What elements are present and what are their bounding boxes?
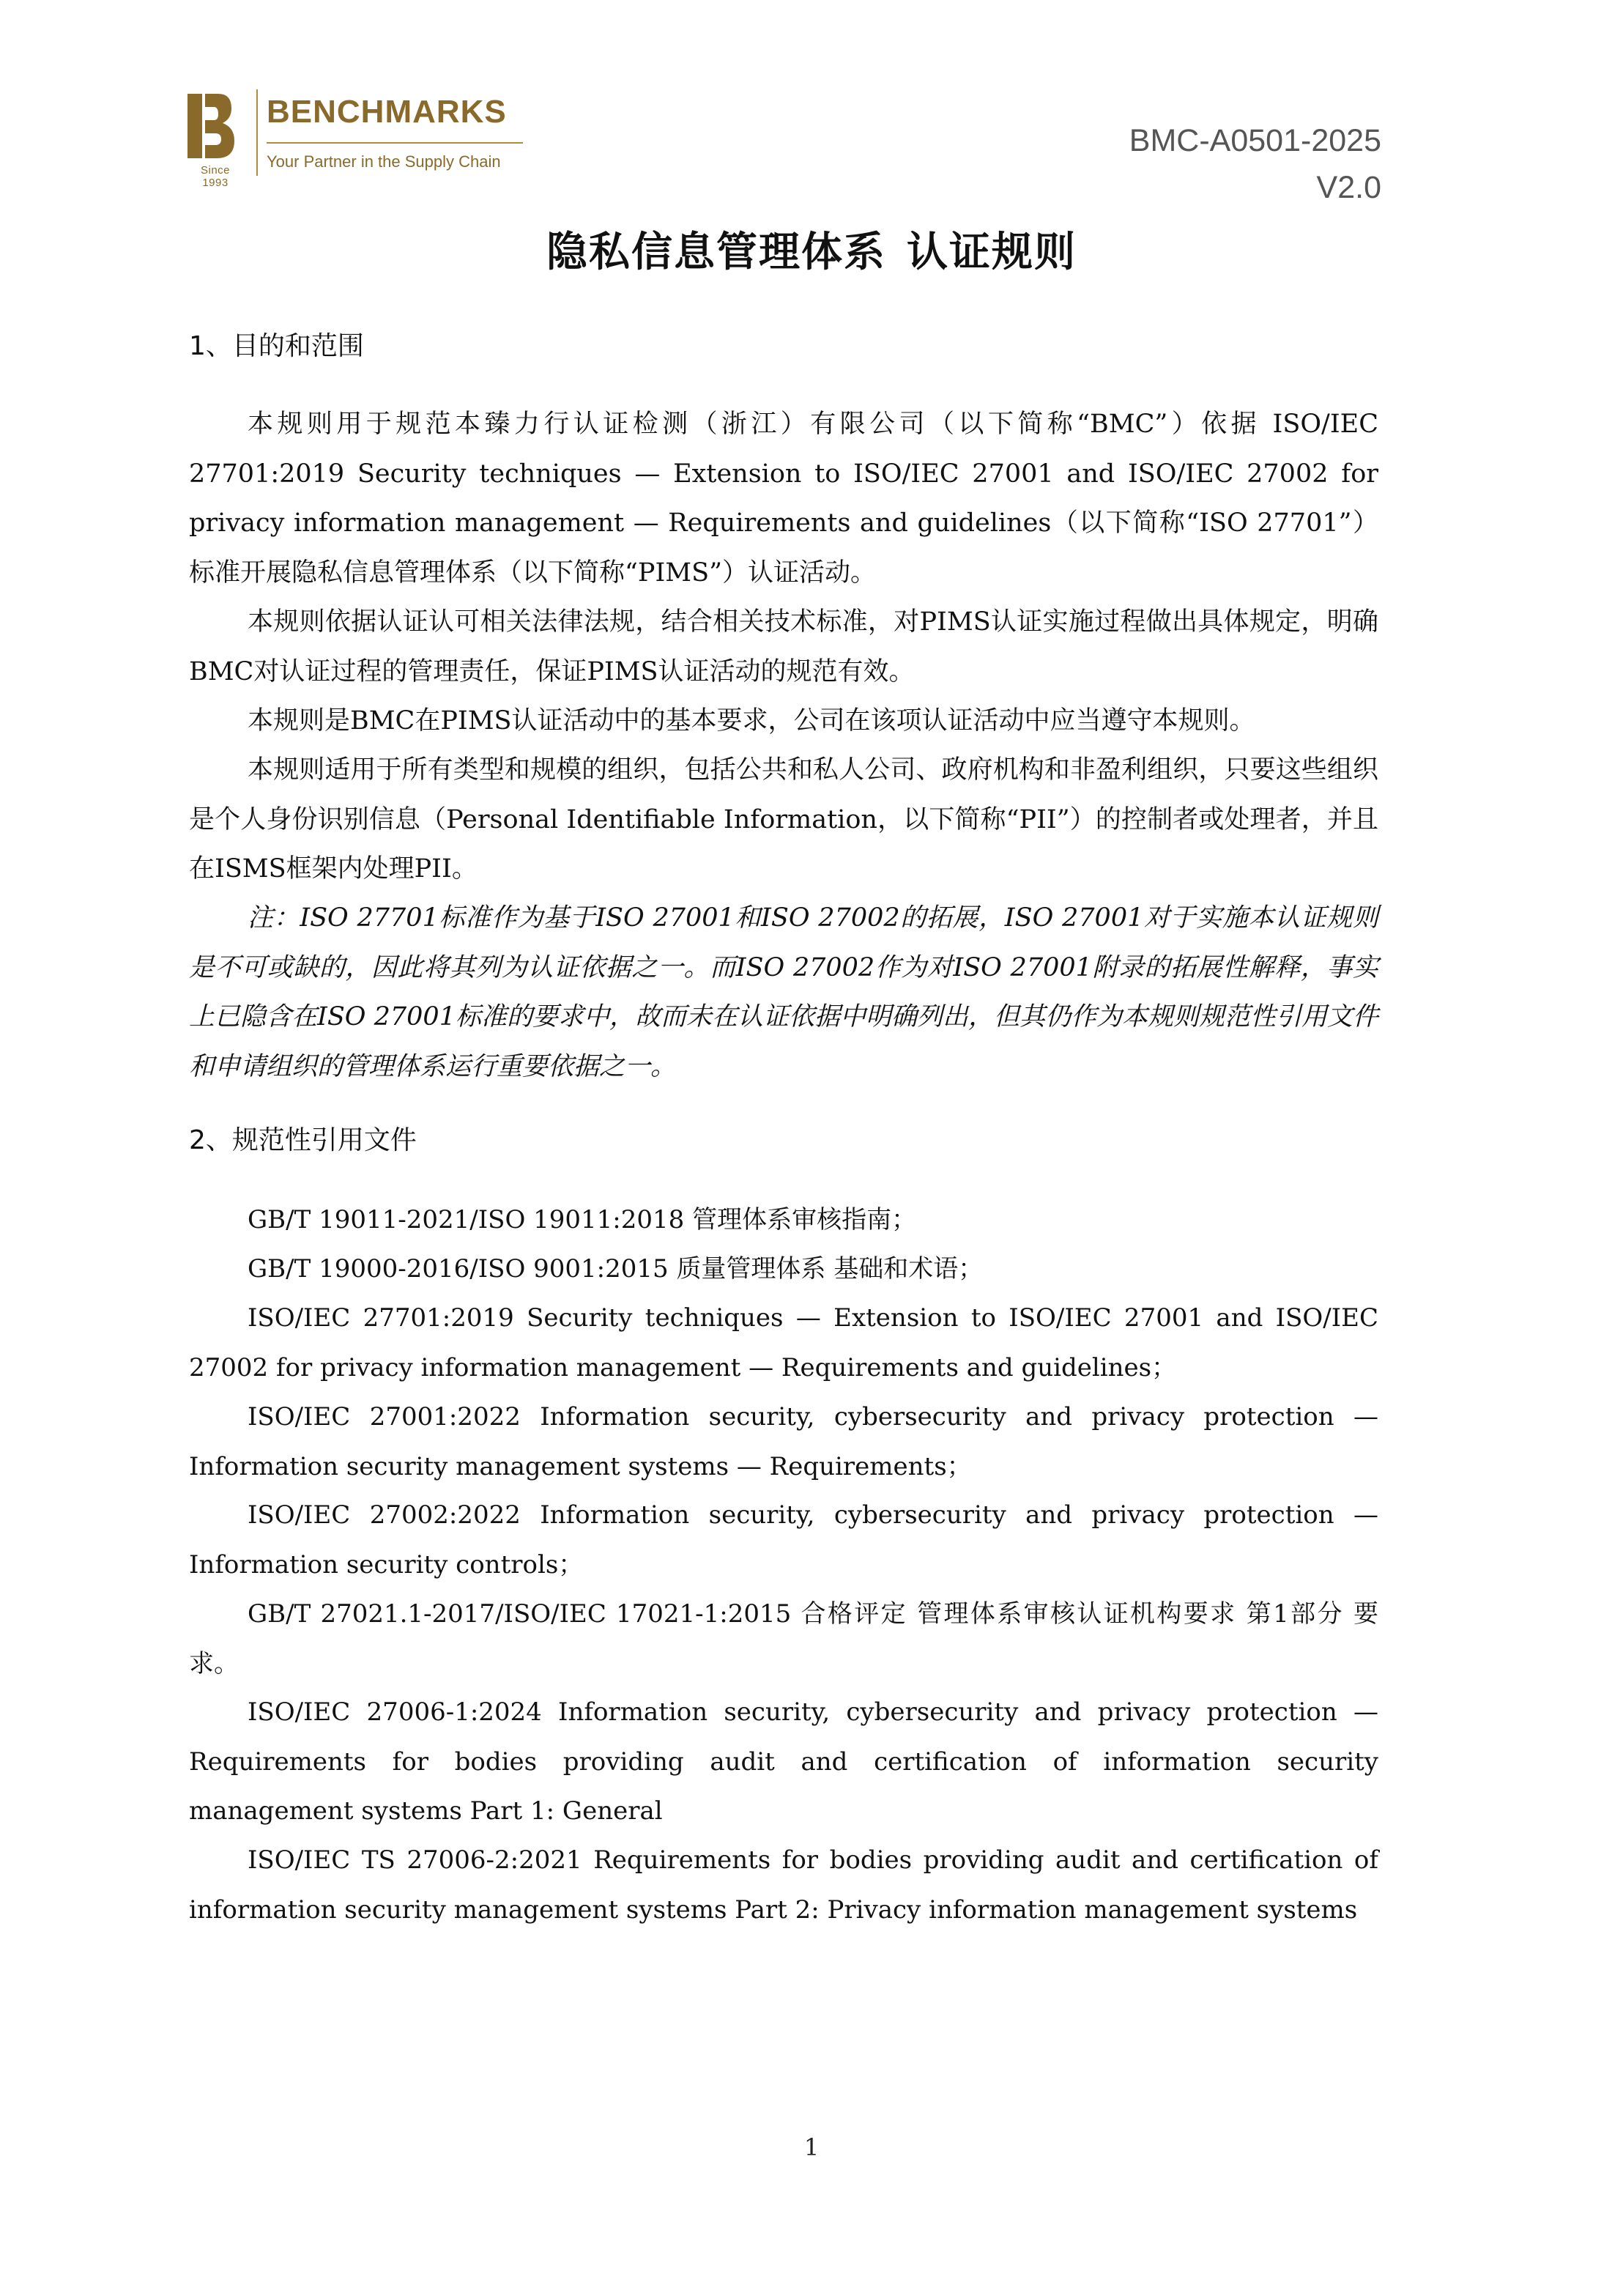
section-1-paragraph: 本规则依据认证认可相关法律法规，结合相关技术标准，对PIMS认证实施过程做出具体规定，明确BMC对认证过程的管理责任，保证PIMS认证活动的规范有效。 — [189, 607, 1378, 686]
section-2-heading: 2、规范性引用文件 — [189, 1125, 417, 1155]
reference-item: ISO/IEC 27002:2022 Information security, cybersecurity and privacy protection — Information security controls； — [189, 1500, 1378, 1580]
reference-item: GB/T 19011-2021/ISO 19011:2018 管理体系审核指南； — [248, 1205, 917, 1234]
document-number-block — [1129, 117, 1381, 211]
page-number: 1 — [803, 2133, 820, 2161]
reference-item: ISO/IEC 27701:2019 Security techniques — Extension to ISO/IEC 27001 and ISO/IEC 27002 for privacy information management — Requirements and guidelines； — [189, 1303, 1378, 1382]
reference-item: GB/T 27021.1-2017/ISO/IEC 17021-1:2015 合格评定 管理体系审核认证机构要求 第1部分 要求。 — [189, 1599, 1378, 1678]
logo-rule — [267, 142, 523, 144]
logo-tagline: Your Partner in the Supply Chain — [267, 152, 501, 171]
section-1-heading: 1、目的和范围 — [189, 331, 364, 361]
reference-item: ISO/IEC 27006-1:2024 Information security, cybersecurity and privacy protection — Requirements for bodies providing audit and certification of information security management systems Part 1: General — [189, 1697, 1378, 1826]
section-1-paragraph: 本规则用于规范本臻力行认证检测（浙江）有限公司（以下简称“BMC”）依据 ISO/IEC 27701:2019 Security techniques — Extension to ISO/IEC 27001 and ISO/IEC 27002 for privacy information management — Requirements and guidelines（以下简称“ISO 27701”）标准开展隐私信息管理体系（以下简称“PIMS”）认证活动。 — [189, 410, 1378, 588]
section-1-paragraph: 本规则适用于所有类型和规模的组织，包括公共和私人公司、政府机构和非盈利组织，只要这些组织是个人身份识别信息（Personal Identifiable Information，以下简称“PII”）的控制者或处理者，并且在ISMS框架内处理PII。 — [189, 755, 1378, 884]
logo-since-text: Since 1993 — [200, 164, 231, 189]
page-title — [0, 220, 1623, 278]
document-number: BMC-A0501-2025 — [1129, 123, 1381, 158]
title-main: 隐私信息管理体系 — [546, 229, 886, 276]
logo-company-name: BENCHMARKS — [267, 94, 507, 130]
reference-item: ISO/IEC TS 27006-2:2021 Requirements for bodies providing audit and certification of information security management systems Part 2: Privacy information management systems — [189, 1845, 1378, 1925]
section-1-note: 注：ISO 27701标准作为基于ISO 27001和ISO 27002的拓展，ISO 27001对于实施本认证规则是不可或缺的，因此将其列为认证依据之一。而ISO 27002作为对ISO 27001附录的拓展性解释，事实上已隐含在ISO 27001标准的要求中，故而未在认证依据中明确列出，但其仍作为本规则规范性引用文件和申请组织的管理体系运行重要依据之一。 — [189, 903, 1378, 1081]
document-version: V2.0 — [1316, 170, 1381, 205]
title-sub: 认证规则 — [907, 229, 1077, 276]
section-1-paragraph: 本规则是BMC在PIMS认证活动中的基本要求，公司在该项认证活动中应当遵守本规则。 — [248, 706, 1255, 736]
benchmarks-logo-mark-icon — [187, 94, 236, 158]
reference-item: GB/T 19000-2016/ISO 9001:2015 质量管理体系 基础和术语； — [248, 1254, 984, 1284]
reference-item: ISO/IEC 27001:2022 Information security, cybersecurity and privacy protection — Information security management systems — Requirements； — [189, 1402, 1378, 1481]
logo-divider — [256, 89, 258, 176]
company-logo — [187, 89, 524, 189]
